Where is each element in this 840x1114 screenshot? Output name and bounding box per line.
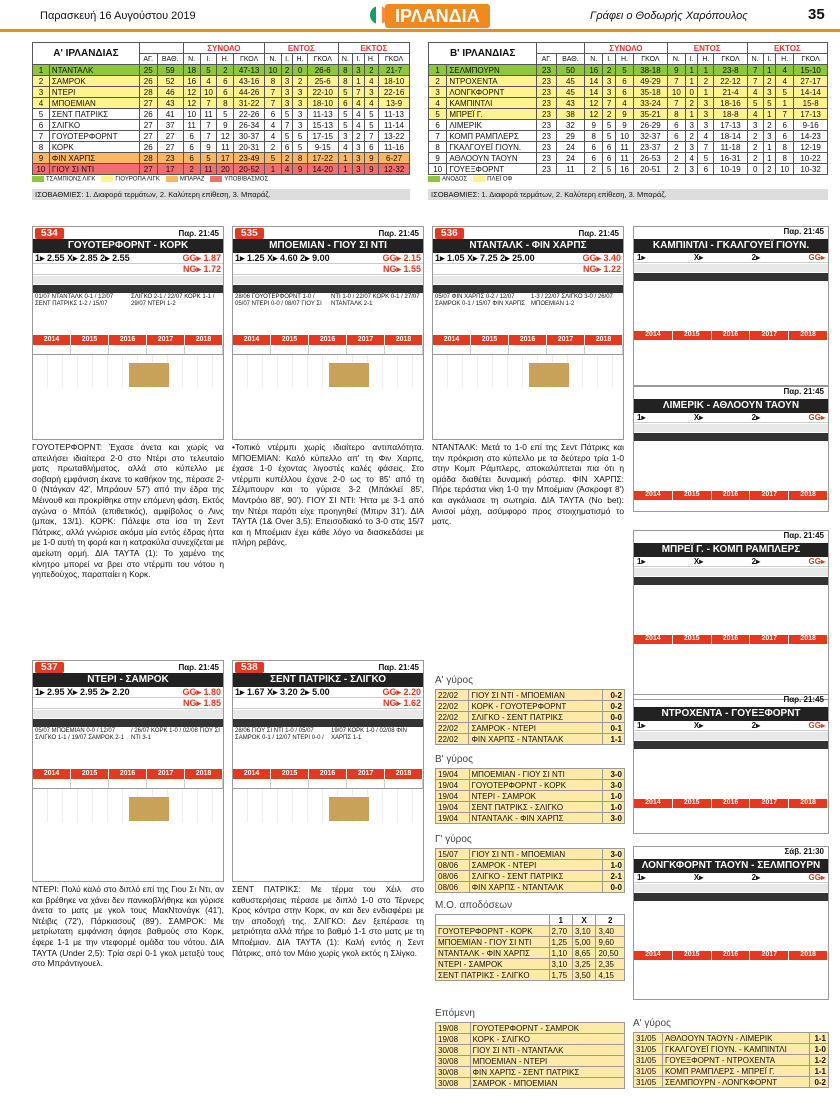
table-row: ΝΤΕΡΙ - ΣΑΜΡΟΚ 3,10 3,25 2,35 [436, 959, 625, 970]
table-row: 9 ΑΘΛΟΟΥΝ ΤΑΟΥΝ 23 24 6 6 11 26-53 2 4 5 16-31 2 1 8 10-22 [429, 153, 828, 164]
match-title: ΛΙΜΕΡΙΚ - ΑΘΛΟΟΥΝ ΤΑΟΥΝ [634, 399, 828, 413]
table-row: 2 ΝΤΡΟΧΕΝΤΑ 23 45 14 3 6 49-29 7 1 2 22-12 7 2 4 27-17 [429, 76, 828, 87]
league-a-ties: ΙΣΟΒΑΘΜΙΕΣ: 1. Διαφορά τερμάτων, 2. Καλύτερη επίθεση, 3. Μπαράζ. [32, 189, 410, 200]
kickoff-time: Παρ. 21:45 [178, 228, 219, 238]
side-match-card [633, 530, 829, 700]
table-row: 7 ΓΟΥΟΤΕΡΦΟΡΝΤ 27 27 6 7 12 30-37 4 5 5 17-15 3 2 7 13-22 [33, 131, 410, 142]
goal-strip [634, 433, 828, 441]
table-row: 2 ΣΑΜΡΟΚ 26 52 16 4 6 43-16 8 3 2 25-6 8 1 4 18-10 [33, 76, 410, 87]
legend-item: ΑΝΟΔΟΣ [428, 176, 467, 183]
side-match-card [633, 694, 829, 834]
recent-form [634, 585, 828, 635]
league-b-ties: ΙΣΟΒΑΘΜΙΕΣ: 1. Διαφορά τερμάτων, 2. Καλύτερη επίθεση, 3. Μπαράζ. [428, 189, 828, 200]
column-header: ΑΓ. [139, 54, 157, 65]
table-row: 19/04 ΝΤΕΡΙ - ΣΑΜΡΟΚ 1-0 [436, 791, 625, 802]
match-card [432, 226, 624, 440]
group-header: ΕΝΤΟΣ [265, 43, 339, 54]
column-header: Ν. [585, 54, 603, 65]
legend-item: ΥΠΟΒΙΒΑΣΜΟΣ [210, 176, 268, 183]
year-values [433, 345, 623, 354]
table-row: 19/04 ΝΤΑΝΤΑΛΚ - ΦΙΝ ΧΑΡΠΣ 3-0 [436, 813, 625, 824]
table-row: 22/02 ΣΛΙΓΚΟ - ΣΕΝΤ ΠΑΤΡΙΚΣ 0-0 [436, 712, 625, 723]
analysis-536: ΝΤΑΝΤΑΛΚ: Μετά το 1-0 επί της Σεντ Πάτρικς και την πρόκριση στο κύπελλο με τα δεύτερο τρία 1-0 στην Κομπ Ράμπλερς, αποκαλύπτεται πια ότι η ομάδα διαθέτει δυναμική ρόστερ. ΦΙΝ ΧΑΡΠΣ: Πήρε τεράστια νίκη 1-0 την Μποέμιαν (Άσκροφτ 8') και αγκάλιασε τη σωτηρία. ΔΙΑ ΤΑΥΤΑ (No bet): Ανισοί μάχη, ασύμφορο προς στοιχηματισμό το ματς. [432, 442, 624, 527]
results-title: Μ.Ο. αποδόσεων [435, 900, 513, 911]
table-row: 08/06 ΣΑΜΡΟΚ - ΝΤΕΡΙ 1-0 [436, 860, 625, 871]
recent-form: 28/06 ΓΙΟΥ ΣΙ ΝΤΙ 1-0 / 05/07 ΣΑΜΡΟΚ 0-1 / 12/07 ΝΤΕΡΙ 0-0 / 19/07 ΚΟΡΚ 1-0 / 02/08 ΦΙΝ ΧΑΡΠΣ 1-1 [235, 728, 407, 741]
author-byline: Γράφει ο Θοδωρής Χαρόπουλος [590, 10, 748, 22]
side-match-card [633, 386, 829, 512]
table-row: ΜΠΟΕΜΙΑΝ - ΓΙΟΥ ΣΙ ΝΤΙ 1,25 5,00 9,60 [436, 937, 625, 948]
table-row: 08/06 ΣΛΙΓΚΟ - ΣΕΝΤ ΠΑΤΡΙΚΣ 2-1 [436, 871, 625, 882]
table-row: 3 ΝΤΕΡΙ 28 46 12 10 6 44-26 7 3 3 22-10 5 7 3 22-16 [33, 87, 410, 98]
table-row: 31/05 ΣΕΛΜΠΟΥΡΝ - ΛΟΝΓΚΦΟΡΝΤ 0-2 [634, 1077, 829, 1088]
table-row: 7 ΚΟΜΠ ΡΑΜΠΛΕΡΣ 23 29 8 5 10 32-37 6 2 4 18-14 2 3 6 14-23 [429, 131, 828, 142]
column-header: Ν. [667, 54, 685, 65]
column-header: Η. [776, 54, 794, 65]
year-header: 2014 2015 2016 2017 2018 [233, 769, 423, 779]
column-header: Η. [698, 54, 714, 65]
year-values [33, 345, 223, 354]
match-number: 537 [35, 662, 64, 673]
year-header: 2014 2015 2016 2017 2018 [634, 491, 828, 500]
table-row: 19/04 ΓΟΥΟΤΕΡΦΟΡΝΤ - ΚΟΡΚ 3-0 [436, 780, 625, 791]
analysis-537: ΝΤΕΡΙ: Πολύ καλό στο διπλό επί της Γιου Σι Ντι, αν και βρέθηκε να χάνει δεν πανικοβλήθηκε και γύρισε άνετα το ματς με γκολ τους ΜακΝτονάγκ (41'), Ντέιβις (72'), Πάρκιασουζ (89'). ΣΑΜΡΟΚ: Με μετρίωτατη εμφάνιση άφησε βαθμούς στο Κορκ, έφερε 1-1 με την ντεφορμέ ομάδα του νότου. ΔΙΑ ΤΑΥΤΑ (Under 2,5): Τρία σερί 0-1 γκολ μεταξύ τους στο Μπράντιγουελ. [32, 884, 224, 969]
legend-item: ΓΙΟΥΡΟΠΑ ΛΙΓΚ [101, 176, 159, 183]
match-title: ΜΠΡΕΪ Γ. - ΚΟΜΠ ΡΑΜΠΛΕΡΣ [634, 543, 828, 557]
goal-strip [634, 273, 828, 281]
odds-strip [634, 568, 828, 576]
results-table [435, 768, 625, 824]
match-odds-ng: NG▸ 1.22 [433, 264, 623, 275]
goal-strip [233, 285, 423, 293]
column-header: Ν. [747, 54, 763, 65]
kickoff-time: Παρ. 21:45 [178, 662, 219, 672]
table-row: 30/08 ΣΑΜΡΟΚ - ΜΠΟΕΜΙΑΝ [436, 1078, 625, 1089]
results-table [435, 689, 625, 745]
year-header: 2014 2015 2016 2017 2018 [634, 951, 828, 960]
table-row: 30/08 ΦΙΝ ΧΑΡΠΣ - ΣΕΝΤ ΠΑΤΡΙΚΣ [436, 1067, 625, 1078]
column-header: Ι. [281, 54, 292, 65]
match-card [232, 660, 424, 882]
column-header: ΓΚΟΛ [379, 54, 410, 65]
results-title: Β' γύρος [435, 754, 473, 765]
results-title: Γ' γύρος [435, 834, 472, 845]
league-a-legend [32, 176, 268, 183]
kickoff-time: Παρ. 21:45 [578, 228, 619, 238]
analysis-534: ΓΟΥΟΤΕΡΦΟΡΝΤ: Έχασε άνετα και χωρίς να απειλήσει ιδιαίτερα 2-0 στο Ντέρι στο τελευταίο ματς πρωταθλήματος, αλλά στο κύπελλο με σοβαρή εμφάνιση έκανε το καθήκον της, πέρασε 2-0 (Ντάγκαν 42', Μπράουν 57') από την έδρα της Μέινουθ και προκρίθηκε στην επόμενη φάση. Εκτός αγώνα ο Μπόιλ (επιθετικός), αμφίβολος ο Λινς (μπακ, 13/1). ΚΟΡΚ: Πάλεψε στα ίσα τη Σεντ Πάτρικς, αλλά γνώρισε ακόμα μία εντός έδρας ήττα με 1-0 αυτή τη φορά και η κατρακύλα συνεχίζεται με αμείωτη ορμή. ΔΙΑ ΤΑΥΤΑ (1): Το χαμένο της κίνητρο μπορεί να βρει στο ντέρμπι του νότου η γηπεδούχος, παραπαίει η Κορκ. [32, 442, 224, 580]
column-header: ΒΑΘ. [556, 54, 584, 65]
goal-strip [33, 285, 223, 293]
column-header: ΓΚΟΛ [234, 54, 265, 65]
table-row: 3 ΛΟΝΓΚΦΟΡΝΤ 23 45 14 3 6 35-18 10 0 1 21-4 4 3 5 14-14 [429, 87, 828, 98]
recent-form: 01/07 ΝΤΑΝΤΑΛΚ 0-1 / 12/07 ΣΕΝΤ ΠΑΤΡΙΚΣ 1-2 / 15/07 ΣΛΙΓΚΟ 2-1 / 22/07 ΚΟΡΚ 1-1 / 29/07 ΝΤΕΡΙ 1-2 [35, 294, 215, 307]
match-odds: 1▸ X▸ 2▸ GG▸ [634, 253, 828, 263]
odds-strip [634, 732, 828, 740]
match-odds: 1▸ 1.67 X▸ 3.20 2▸ 5.00 GG▸ 2.20 [235, 686, 421, 697]
recent-form [634, 281, 828, 331]
table-row: 08/06 ΦΙΝ ΧΑΡΠΣ - ΝΤΑΝΤΑΛΚ 0-0 [436, 882, 625, 893]
year-header: 2014 2015 2016 2017 2018 [33, 335, 223, 345]
table-row: 10 ΓΙΟΥ ΣΙ ΝΤΙ 27 17 2 11 20 20-52 1 4 9 14-20 1 3 9 12-32 [33, 164, 410, 175]
side-match-card [633, 846, 829, 1000]
recent-form [634, 901, 828, 951]
year-header: 2014 2015 2016 2017 2018 [634, 799, 828, 808]
table-row: 19/08 ΓΟΥΟΤΕΡΦΟΡΝΤ - ΣΑΜΡΟΚ [436, 1023, 625, 1034]
match-number: 534 [35, 228, 64, 239]
results-table [435, 1022, 625, 1089]
kickoff-time: Παρ. 21:45 [783, 387, 824, 396]
goal-strip [634, 577, 828, 585]
table-row: 8 ΓΚΑΛΓΟΥΕΪ ΓΙΟΥΝ. 23 24 6 6 11 23-37 2 3 7 11-18 2 1 8 12-19 [429, 142, 828, 153]
match-odds-ng: NG▸ 1.62 [233, 698, 423, 709]
table-row: 31/05 ΑΘΛΟΟΥΝ ΤΑΟΥΝ - ΛΙΜΕΡΙΚ 1-1 [634, 1033, 829, 1044]
odds-strip [433, 276, 623, 284]
match-number: 538 [235, 662, 264, 673]
column-header: ΓΚΟΛ [634, 54, 668, 65]
group-header: ΕΚΤΟΣ [747, 43, 827, 54]
table-row: 1 ΣΕΛΜΠΟΥΡΝ 23 50 16 2 5 38-18 9 1 1 23-8 7 1 4 15-10 [429, 65, 828, 76]
section-title: ΙΡΛΑΝΔΙΑ [385, 4, 490, 28]
table-row: 22/02 ΚΟΡΚ - ΓΟΥΟΤΕΡΦΟΡΝΤ 0-2 [436, 701, 625, 712]
legend-item: ΜΠΑΡΑΖ [166, 176, 205, 183]
match-odds: 1▸ X▸ 2▸ GG▸ [634, 721, 828, 731]
match-odds: 1▸ 1.05 X▸ 7.25 2▸ 25.00 GG▸ 3.40 [435, 252, 621, 263]
group-header: ΣΥΝΟΛΟ [585, 43, 668, 54]
match-odds: 1▸ X▸ 2▸ GG▸ [634, 413, 828, 423]
results-table [435, 848, 625, 893]
table-row: ΓΟΥΟΤΕΡΦΟΡΝΤ - ΚΟΡΚ 2,70 3,10 3,40 [436, 926, 625, 937]
year-header: 2014 2015 2016 2017 2018 [634, 635, 828, 644]
odds-strip [233, 710, 423, 718]
column-header: Ν. [265, 54, 282, 65]
analysis-535: •Τοπικό ντέρμπι χωρίς ιδιαίτερο αντιπαλότητα. ΜΠΟΕΜΙΑΝ: Καλό κύπελλο απ' τη Φιν Χαρπς, έχασε 1-0 έχοντας λιγοστές καλές φάσεις. Στο ντέρμπι κυπέλλου έχανε 2-0 ως το 85' από τη Σέλμπουρν και το γύρισε 3-2 (Μπάκλεϊ 85', Μαντρόιο 88', 90'). ΓΙΟΥ ΣΙ ΝΤΙ: Ήττα με 3-1 από την Ντέρι παρότι είχε προηγηθεί (Μπιρν 31'). ΔΙΑ ΤΑΥΤΑ (1& Over 3,5): Επεισοδιακό το 3-0 στις 15/7 και η Μποέμιαν έχει κάθε λόγο να διασκεδάσει με πλήρη ρεβάνς. [232, 442, 424, 548]
goal-strip [233, 719, 423, 727]
recent-form: 05/07 ΜΠΟΕΜΙΑΝ 0-0 / 12/07 ΣΛΙΓΚΟ 1-1 / 19/07 ΣΑΜΡΟΚ 2-1 / 26/07 ΚΟΡΚ 1-0 / 02/08 ΓΙΟΥ ΣΙ ΝΤΙ 3-1 [35, 728, 220, 741]
table-row: 31/05 ΚΟΜΠ ΡΑΜΠΛΕΡΣ - ΜΠΡΕΪ Γ. 1-1 [634, 1066, 829, 1077]
page-number: 35 [808, 6, 825, 23]
match-odds-ng: NG▸ 1.85 [33, 698, 223, 709]
column-header: Η. [364, 54, 379, 65]
column-header: Ι. [200, 54, 217, 65]
year-values [33, 779, 223, 788]
recent-form [634, 441, 828, 491]
match-number: 536 [435, 228, 464, 239]
table-row: 22/02 ΣΑΜΡΟΚ - ΝΤΕΡΙ 0-1 [436, 723, 625, 734]
odds-strip [634, 264, 828, 272]
match-title: ΓΟΥΟΤΕΡΦΟΡΝΤ - ΚΟΡΚ [33, 239, 223, 253]
column-header: Ι. [686, 54, 698, 65]
kickoff-time: Παρ. 21:45 [378, 228, 419, 238]
column-header: Ν. [183, 54, 200, 65]
table-row: 30/08 ΜΠΟΕΜΙΑΝ - ΝΤΕΡΙ [436, 1056, 625, 1067]
table-row: ΣΕΝΤ ΠΑΤΡΙΚΣ - ΣΛΙΓΚΟ 1,75 3,50 4,15 [436, 970, 625, 981]
recent-form [634, 749, 828, 799]
column-header: ΓΚΟΛ [794, 54, 828, 65]
side-match-card [633, 226, 829, 386]
match-title: ΚΑΜΠΙΝΤΛΙ - ΓΚΑΛΓΟΥΕΪ ΓΙΟΥΝ. [634, 239, 828, 253]
goal-strip [634, 741, 828, 749]
match-odds: 1▸ X▸ 2▸ GG▸ [634, 873, 828, 883]
results-title: Α' γύρος [633, 1018, 671, 1029]
results-table [633, 1032, 829, 1088]
page-header [0, 0, 840, 32]
match-title: ΣΕΝΤ ΠΑΤΡΙΚΣ - ΣΛΙΓΚΟ [233, 673, 423, 687]
stats-grid [233, 354, 423, 388]
odds-strip [33, 276, 223, 284]
column-header: Η. [615, 54, 633, 65]
kickoff-time: Παρ. 21:45 [783, 695, 824, 704]
stats-grid [433, 354, 623, 388]
table-row: 4 ΚΑΜΠΙΝΤΛΙ 23 43 12 7 4 33-24 7 2 3 18-16 5 5 1 15-8 [429, 98, 828, 109]
kickoff-time: Σάβ. 21:30 [784, 847, 824, 856]
table-row: 8 ΚΟΡΚ 26 27 6 9 11 20-31 2 6 5 9-15 4 3 6 11-16 [33, 142, 410, 153]
match-card [232, 226, 424, 440]
year-header: 2014 2015 2016 2017 2018 [433, 335, 623, 345]
table-row: 1 ΝΤΑΝΤΑΛΚ 25 59 18 5 2 47-13 10 2 0 26-6 8 3 2 21-7 [33, 65, 410, 76]
column-header: Ν. [338, 54, 353, 65]
table-row: 4 ΜΠΟΕΜΙΑΝ 27 43 12 7 8 31-22 7 3 3 18-10 6 4 4 13-9 [33, 98, 410, 109]
league-b-table [428, 42, 828, 175]
league-title: Β' ΙΡΛΑΝΔΙΑΣ [429, 43, 537, 65]
column-header: ΓΚΟΛ [714, 54, 748, 65]
table-row: 6 ΛΙΜΕΡΙΚ 23 32 9 5 9 26-29 6 3 3 17-13 3 2 6 9-16 [429, 120, 828, 131]
column-header: Ι. [763, 54, 775, 65]
goal-strip [33, 719, 223, 727]
match-card [32, 660, 224, 882]
group-header: ΕΝΤΟΣ [667, 43, 747, 54]
league-title: Α' ΙΡΛΑΝΔΙΑΣ [33, 43, 140, 65]
column-header: Ι. [353, 54, 364, 65]
kickoff-time: Παρ. 21:45 [378, 662, 419, 672]
kickoff-time: Παρ. 21:45 [783, 227, 824, 236]
goal-strip [634, 893, 828, 901]
odds-strip [33, 710, 223, 718]
table-row: 22/02 ΦΙΝ ΧΑΡΠΣ - ΝΤΑΝΤΑΛΚ 1-1 [436, 734, 625, 745]
table-row: 10 ΓΟΥΕΞΦΟΡΝΤ 23 11 2 5 16 20-51 2 3 6 10-19 0 2 10 10-32 [429, 164, 828, 175]
table-row: 5 ΜΠΡΕΪ Γ. 23 38 12 2 9 35-21 8 1 3 18-8 4 1 7 17-13 [429, 109, 828, 120]
odds-strip [233, 276, 423, 284]
odds-strip [634, 424, 828, 432]
match-title: ΝΤΑΝΤΑΛΚ - ΦΙΝ ΧΑΡΠΣ [433, 239, 623, 253]
stats-grid [233, 788, 423, 822]
table-row: 19/04 ΣΕΝΤ ΠΑΤΡΙΚΣ - ΣΛΙΓΚΟ 1-0 [436, 802, 625, 813]
group-header: ΕΚΤΟΣ [338, 43, 409, 54]
year-header: 2014 2015 2016 2017 2018 [33, 769, 223, 779]
table-row: 9 ΦΙΝ ΧΑΡΠΣ 28 23 6 5 17 23-49 5 2 8 17-22 1 3 9 6-27 [33, 153, 410, 164]
table-row: ΝΤΑΝΤΑΛΚ - ΦΙΝ ΧΑΡΠΣ 1,10 8,65 20,50 [436, 948, 625, 959]
match-title: ΝΤΡΟΧΕΝΤΑ - ΓΟΥΕΞΦΟΡΝΤ [634, 707, 828, 721]
issue-date: Παρασκευή 16 Αυγούστου 2019 [40, 10, 196, 22]
match-title: ΝΤΕΡΙ - ΣΑΜΡΟΚ [33, 673, 223, 687]
match-number: 535 [235, 228, 264, 239]
table-row: 19/08 ΚΟΡΚ - ΣΛΙΓΚΟ [436, 1034, 625, 1045]
stats-grid [33, 788, 223, 822]
match-odds-ng: NG▸ 1.55 [233, 264, 423, 275]
analysis-538: ΣΕΝΤ ΠΑΤΡΙΚΣ: Με τέρμα του Χέιλ στο καθυστερήσεις πέρασε με διπλό 1-0 στο Τέρνερς Κρος κόντρα στην Κορκ, αν και δεν ενδιαφέρει με την αποδοχή της. ΣΛΙΓΚΟ: Δεν ξεπέρασε τη μετριότητα αλλά πήρε το βαθμό 1-1 στο ματς με τη Μποέμιαν. ΔΙΑ ΤΑΥΤΑ (1): Καλή εντός η Σεντ Πάτρικς, από τον Μάιο χωρίς γκολ εκτός η Σλίγκο. [232, 884, 424, 958]
match-card [32, 226, 224, 440]
column-header: Η. [217, 54, 234, 65]
match-title: ΜΠΟΕΜΙΑΝ - ΓΙΟΥ ΣΙ ΝΤΙ [233, 239, 423, 253]
year-header: 2014 2015 2016 2017 2018 [634, 331, 828, 340]
column-header: ΑΓ. [537, 54, 556, 65]
column-header: ΒΑΘ. [157, 54, 183, 65]
year-values [233, 345, 423, 354]
group-header: ΣΥΝΟΛΟ [183, 43, 264, 54]
stats-grid [33, 354, 223, 388]
goal-strip [433, 285, 623, 293]
results-table: 1 X 2 ΓΟΥΟΤΕΡΦΟΡΝΤ - ΚΟΡΚ 2,70 3,10 3,40 ΜΠΟΕΜΙΑΝ - ΓΙΟΥ ΣΙ ΝΤΙ 1,25 5,00 9,60 ΝΤΑΝΤΑΛΚ - ΦΙΝ ΧΑΡΠΣ 1,10 8,65 20,50 ΝΤΕΡΙ - ΣΑΜΡΟΚ 3,10 3,25 2,35 ΣΕΝΤ ΠΑΤΡΙΚΣ - ΣΛΙΓΚΟ 1,75 3,50 4,15 [435, 914, 625, 981]
recent-form: 05/07 ΦΙΝ ΧΑΡΠΣ 0-2 / 12/07 ΣΑΜΡΟΚ 0-1 / 15/07 ΦΙΝ ΧΑΡΠΣ 1-3 / 22/07 ΣΛΙΓΚΟ 3-0 / 26/07 ΜΠΟΕΜΙΑΝ 1-2 [435, 294, 613, 307]
table-row: 5 ΣΕΝΤ ΠΑΤΡΙΚΣ 26 41 10 11 5 22-26 6 5 3 11-13 5 4 5 11-13 [33, 109, 410, 120]
table-row: 30/08 ΓΙΟΥ ΣΙ ΝΤΙ - ΝΤΑΝΤΑΛΚ [436, 1045, 625, 1056]
year-values [233, 779, 423, 788]
match-odds-ng: NG▸ 1.72 [33, 264, 223, 275]
legend-item: ΠΛΕΪ ΟΦ [473, 176, 512, 183]
column-header: Ι. [603, 54, 615, 65]
match-odds: 1▸ 2.55 X▸ 2.85 2▸ 2.55 GG▸ 1.87 [35, 252, 221, 263]
table-row: 22/02 ΓΙΟΥ ΣΙ ΝΤΙ - ΜΠΟΕΜΙΑΝ 0-2 [436, 690, 625, 701]
recent-form: 28/06 ΓΟΥΟΤΕΡΦΟΡΝΤ 1-0 / 05/07 ΝΤΕΡΙ 0-0 / 08/07 ΓΙΟΥ ΣΙ ΝΤΙ 1-0 / 22/07 ΚΟΡΚ 0-1 / 27/07 ΝΤΑΝΤΑΛΚ 2-1 [235, 294, 420, 307]
results-title: Επόμενη [435, 1008, 475, 1019]
table-row: 15/07 ΓΙΟΥ ΣΙ ΝΤΙ - ΜΠΟΕΜΙΑΝ 3-0 [436, 849, 625, 860]
legend-item: ΤΣΑΜΠΙΟΝΣ ΛΙΓΚ [32, 176, 95, 183]
match-odds: 1▸ 2.95 X▸ 2.95 2▸ 2.20 GG▸ 1.80 [35, 686, 221, 697]
column-header: Η. [293, 54, 308, 65]
table-row: 19/04 ΜΠΟΕΜΙΑΝ - ΓΙΟΥ ΣΙ ΝΤΙ 3-0 [436, 769, 625, 780]
results-title: Α' γύρος [435, 675, 473, 686]
match-odds: 1▸ 1.25 X▸ 4.60 2▸ 9.00 GG▸ 2.15 [235, 252, 421, 263]
match-odds: 1▸ X▸ 2▸ GG▸ [634, 557, 828, 567]
table-row: 31/05 ΓΟΥΕΞΦΟΡΝΤ - ΝΤΡΟΧΕΝΤΑ 1-2 [634, 1055, 829, 1066]
kickoff-time: Παρ. 21:45 [783, 531, 824, 540]
league-b-legend [428, 176, 512, 183]
year-header: 2014 2015 2016 2017 2018 [233, 335, 423, 345]
column-header: ΓΚΟΛ [307, 54, 338, 65]
match-title: ΛΟΝΓΚΦΟΡΝΤ ΤΑΟΥΝ - ΣΕΛΜΠΟΥΡΝ [634, 859, 828, 873]
odds-strip [634, 884, 828, 892]
league-a-table [32, 42, 410, 175]
table-row: 31/05 ΓΚΑΛΓΟΥΕΪ ΓΙΟΥΝ. - ΚΑΜΠΙΝΤΛΙ 1-0 [634, 1044, 829, 1055]
table-row: 6 ΣΛΙΓΚΟ 27 37 11 7 9 26-34 4 7 3 15-13 5 4 5 11-14 [33, 120, 410, 131]
